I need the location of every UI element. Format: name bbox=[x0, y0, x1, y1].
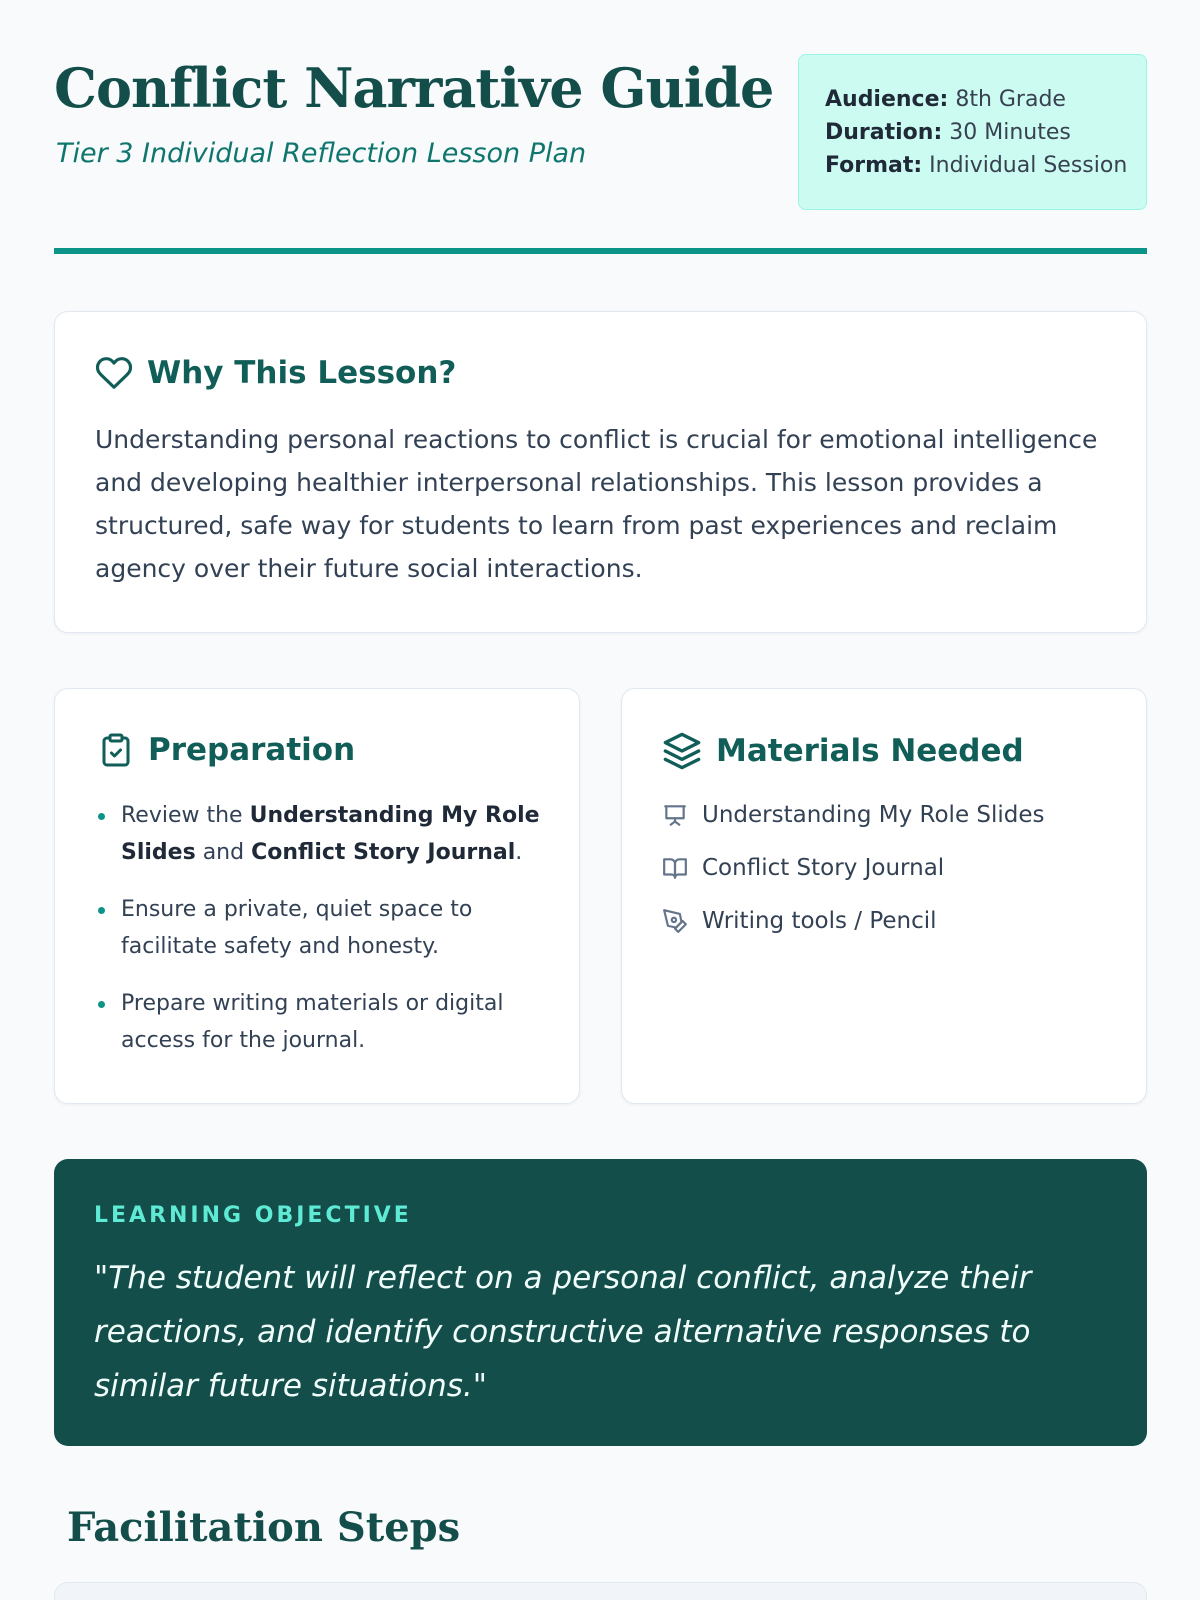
preparation-item: Ensure a private, quiet space to facilitate safety and honesty. bbox=[97, 891, 557, 965]
meta-label: Audience: bbox=[825, 87, 949, 112]
preparation-list bbox=[97, 797, 557, 1079]
card-heading-text: Preparation bbox=[148, 732, 356, 768]
material-label: Writing tools / Pencil bbox=[702, 908, 937, 934]
material-item bbox=[662, 850, 1045, 886]
card-heading-text: Materials Needed bbox=[716, 733, 1024, 769]
header-divider bbox=[54, 248, 1147, 254]
material-label: Understanding My Role Slides bbox=[702, 802, 1045, 828]
item-text: . bbox=[515, 840, 523, 865]
meta-value: 30 Minutes bbox=[942, 120, 1071, 145]
meta-value: 8th Grade bbox=[948, 87, 1066, 112]
preparation-heading bbox=[98, 731, 355, 769]
presentation-icon bbox=[662, 802, 688, 828]
page-title: Conflict Narrative Guide bbox=[54, 56, 774, 120]
item-text: Review the bbox=[121, 803, 250, 828]
preparation-card bbox=[54, 688, 580, 1104]
meta-duration bbox=[825, 116, 1146, 149]
lesson-meta-box bbox=[798, 54, 1147, 210]
item-text: and bbox=[195, 840, 252, 865]
meta-label: Duration: bbox=[825, 120, 943, 145]
materials-card bbox=[621, 688, 1147, 1104]
pen-tool-icon bbox=[662, 908, 688, 934]
clipboard-check-icon bbox=[98, 731, 134, 769]
layers-icon bbox=[662, 731, 702, 771]
page-subtitle: Tier 3 Individual Reflection Lesson Plan bbox=[56, 138, 587, 169]
objective-label: LEARNING OBJECTIVE bbox=[94, 1203, 412, 1228]
meta-audience bbox=[825, 83, 1146, 116]
why-lesson-body: Understanding personal reactions to conflict is crucial for emotional intelligence and developing healthier interpersonal relationships. This lesson provides a structured, safe way for students to learn from past experiences and reclaim agency over their future social interactions. bbox=[95, 425, 1098, 583]
item-emphasis: Understanding My Role Slides bbox=[121, 803, 540, 865]
materials-list bbox=[662, 797, 1045, 956]
facilitation-steps-heading: Facilitation Steps bbox=[67, 1504, 461, 1551]
meta-format bbox=[825, 149, 1146, 182]
book-open-icon bbox=[662, 855, 688, 881]
material-label: Conflict Story Journal bbox=[702, 855, 945, 881]
heart-icon bbox=[95, 354, 133, 392]
meta-label: Format: bbox=[825, 153, 923, 178]
facilitation-step-card bbox=[54, 1582, 1147, 1600]
materials-heading bbox=[662, 731, 1024, 771]
learning-objective-panel bbox=[54, 1159, 1147, 1446]
material-item bbox=[662, 903, 1045, 939]
why-lesson-heading bbox=[95, 354, 456, 392]
card-heading-text: Why This Lesson? bbox=[147, 355, 457, 391]
preparation-item bbox=[97, 797, 557, 871]
meta-value: Individual Session bbox=[922, 153, 1128, 178]
preparation-item: Prepare writing materials or digital access for the journal. bbox=[97, 985, 557, 1059]
item-emphasis: Conflict Story Journal bbox=[251, 840, 516, 865]
material-item bbox=[662, 797, 1045, 833]
why-lesson-card bbox=[54, 311, 1147, 633]
objective-text: "The student will reflect on a personal conflict, analyze their reactions, and identify constructive alternative responses to similar future situations." bbox=[94, 1260, 1032, 1404]
lesson-header bbox=[54, 52, 1147, 257]
